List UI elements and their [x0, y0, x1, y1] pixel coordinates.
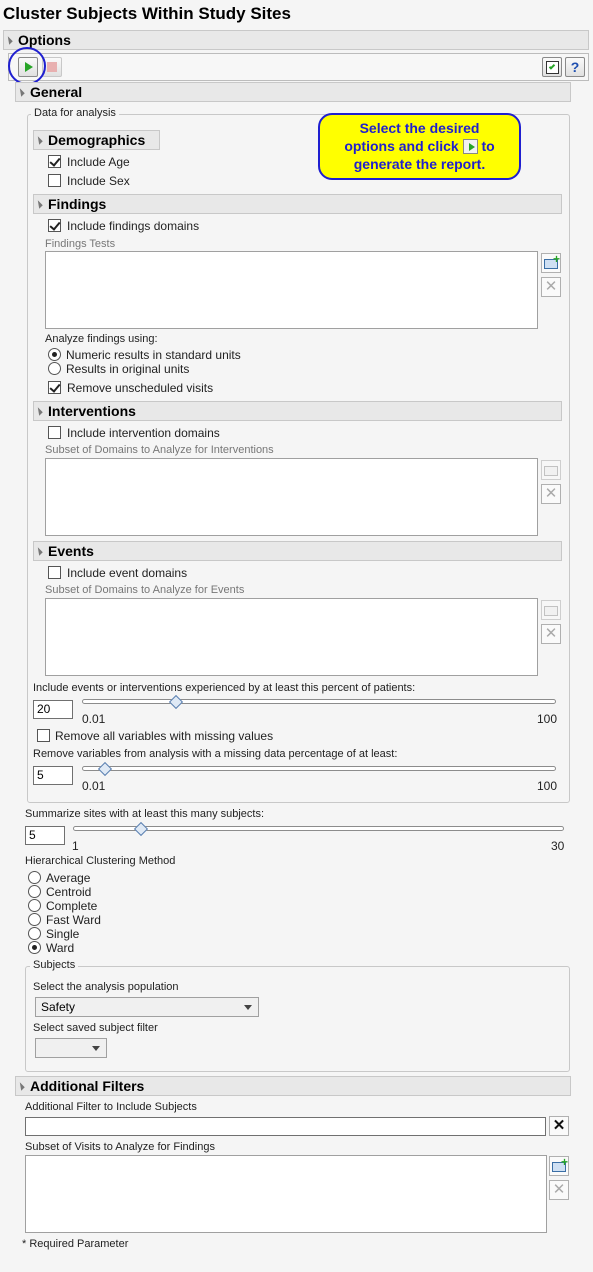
interventions-subset-listbox[interactable]	[45, 458, 538, 536]
options-header-label: Options	[18, 32, 71, 48]
events-outline-header[interactable]	[33, 541, 562, 561]
findings-header-label: Findings	[48, 196, 107, 212]
demographics-header-label: Demographics	[48, 132, 146, 148]
demographics-outline-header[interactable]	[33, 130, 160, 150]
remove-events-button[interactable]	[541, 624, 561, 644]
include-age-checkbox[interactable]	[48, 155, 61, 168]
clustering-ward-label: Ward	[46, 941, 75, 955]
add-findings-test-button[interactable]: +	[541, 253, 561, 273]
sites-value-input[interactable]: 5	[25, 826, 65, 845]
events-header-label: Events	[48, 543, 94, 559]
disclosure-triangle-icon[interactable]	[34, 136, 42, 144]
missing-slider-label: Remove variables from analysis with a missing data percentage of at least:	[33, 748, 398, 760]
original-units-label: Results in original units	[66, 362, 190, 376]
subject-filter-label: Select saved subject filter	[33, 1022, 158, 1034]
include-events-label: Include event domains	[67, 566, 188, 580]
population-select-value: Safety	[41, 1000, 76, 1014]
remove-x-icon: ✕	[544, 625, 558, 642]
report-settings-button[interactable]	[542, 57, 562, 77]
sites-slider-min: 1	[72, 839, 79, 853]
disclosure-triangle-icon[interactable]	[34, 200, 42, 208]
add-visits-button[interactable]: +	[549, 1156, 569, 1176]
disclosure-triangle-icon[interactable]	[16, 88, 24, 96]
disclosure-triangle-icon[interactable]	[16, 1082, 24, 1090]
clustering-average-label: Average	[46, 871, 91, 885]
callout-line-2: options and click	[344, 138, 459, 154]
remove-unscheduled-label: Remove unscheduled visits	[67, 381, 214, 395]
general-header-label: General	[30, 84, 83, 100]
analyze-findings-label: Analyze findings using:	[45, 333, 158, 345]
remove-unscheduled-checkbox[interactable]	[48, 381, 61, 394]
population-label: Select the analysis population	[33, 981, 179, 993]
callout-line-1: Select the desired	[359, 120, 480, 136]
disclosure-triangle-icon[interactable]	[34, 547, 42, 555]
run-highlight-circle	[8, 47, 46, 85]
percent-slider-track[interactable]	[82, 699, 556, 704]
sites-slider-label: Summarize sites with at least this many subjects:	[25, 808, 265, 820]
include-filter-label: Additional Filter to Include Subjects	[25, 1101, 197, 1113]
additional-filters-outline-header[interactable]	[15, 1076, 571, 1096]
subject-filter-select[interactable]	[35, 1038, 107, 1058]
clustering-single-label: Single	[46, 927, 80, 941]
percent-slider-label: Include events or interventions experienced by at least this percent of patients:	[33, 682, 416, 694]
include-interventions-checkbox[interactable]	[48, 426, 61, 439]
percent-slider-min: 0.01	[82, 712, 106, 726]
missing-slider-track[interactable]	[82, 766, 556, 771]
findings-tests-listbox[interactable]	[45, 251, 538, 329]
clustering-fast-ward-label: Fast Ward	[46, 913, 101, 927]
general-outline-header[interactable]	[15, 82, 571, 102]
remove-findings-test-button[interactable]	[541, 277, 561, 297]
play-icon	[463, 139, 478, 154]
clustering-centroid-label: Centroid	[46, 885, 92, 899]
clustering-complete-radio[interactable]	[28, 899, 41, 912]
options-outline-header[interactable]	[3, 30, 589, 50]
clustering-ward-radio[interactable]	[28, 941, 41, 954]
remove-x-icon: ✕	[544, 485, 558, 502]
subjects-group-title: Subjects	[30, 959, 78, 971]
original-units-radio[interactable]	[48, 362, 61, 375]
include-findings-checkbox[interactable]	[48, 219, 61, 232]
remove-missing-label: Remove all variables with missing values	[55, 729, 274, 743]
options-toolbar	[8, 53, 589, 81]
interventions-header-label: Interventions	[48, 403, 136, 419]
stop-icon	[47, 62, 57, 72]
percent-slider-max: 100	[537, 712, 558, 726]
percent-value-input[interactable]: 20	[33, 700, 73, 719]
population-select[interactable]	[35, 997, 259, 1017]
remove-interventions-button[interactable]	[541, 484, 561, 504]
add-list-icon	[544, 466, 558, 476]
callout-line-3: generate the report.	[353, 156, 486, 172]
include-sex-label: Include Sex	[67, 174, 130, 188]
close-icon: ✕	[552, 1117, 566, 1134]
missing-slider-max: 100	[537, 779, 558, 793]
chevron-down-icon	[92, 1046, 100, 1051]
clustering-single-radio[interactable]	[28, 927, 41, 940]
include-sex-checkbox[interactable]	[48, 174, 61, 187]
include-age-label: Include Age	[67, 155, 130, 169]
add-interventions-button[interactable]	[541, 460, 561, 480]
data-for-analysis-title: Data for analysis	[31, 107, 119, 119]
include-events-checkbox[interactable]	[48, 566, 61, 579]
chevron-down-icon	[244, 1005, 252, 1010]
sites-slider-max: 30	[551, 839, 565, 853]
remove-x-icon: ✕	[552, 1181, 566, 1198]
clustering-complete-label: Complete	[46, 899, 98, 913]
additional-filters-header-label: Additional Filters	[30, 1078, 145, 1094]
disclosure-triangle-icon[interactable]	[34, 407, 42, 415]
clear-include-filter-button[interactable]	[549, 1116, 569, 1136]
include-filter-input[interactable]	[25, 1117, 546, 1136]
numeric-results-radio[interactable]	[48, 348, 61, 361]
interventions-subset-label: Subset of Domains to Analyze for Interventions	[45, 444, 274, 456]
missing-value-input[interactable]: 5	[33, 766, 73, 785]
clustering-fast-ward-radio[interactable]	[28, 913, 41, 926]
required-parameter-note: * Required Parameter	[22, 1238, 129, 1250]
remove-missing-checkbox[interactable]	[37, 729, 50, 742]
interventions-outline-header[interactable]	[33, 401, 562, 421]
remove-visits-button[interactable]	[549, 1180, 569, 1200]
help-icon: ?	[570, 59, 580, 75]
page-title: Cluster Subjects Within Study Sites	[3, 4, 291, 23]
clustering-method-label: Hierarchical Clustering Method	[25, 855, 176, 867]
add-events-button[interactable]	[541, 600, 561, 620]
clustering-average-radio[interactable]	[28, 871, 41, 884]
events-subset-listbox[interactable]	[45, 598, 538, 676]
missing-slider-min: 0.01	[82, 779, 106, 793]
visits-subset-listbox[interactable]	[25, 1155, 547, 1233]
visits-subset-label: Subset of Visits to Analyze for Findings	[25, 1141, 215, 1153]
add-list-icon	[544, 606, 558, 616]
numeric-results-label: Numeric results in standard units	[66, 348, 241, 362]
events-subset-label: Subset of Domains to Analyze for Events	[45, 584, 245, 596]
disclosure-triangle-icon[interactable]	[4, 36, 12, 44]
findings-outline-header[interactable]	[33, 194, 562, 214]
clustering-centroid-radio[interactable]	[28, 885, 41, 898]
sites-slider-thumb[interactable]	[134, 822, 148, 836]
include-interventions-label: Include intervention domains	[67, 426, 220, 440]
findings-tests-label: Findings Tests	[45, 238, 116, 250]
instruction-callout: Select the desired options and click to generate the report.	[318, 113, 521, 180]
include-findings-label: Include findings domains	[67, 219, 200, 233]
remove-x-icon: ✕	[544, 278, 558, 295]
help-button[interactable]	[565, 57, 585, 77]
